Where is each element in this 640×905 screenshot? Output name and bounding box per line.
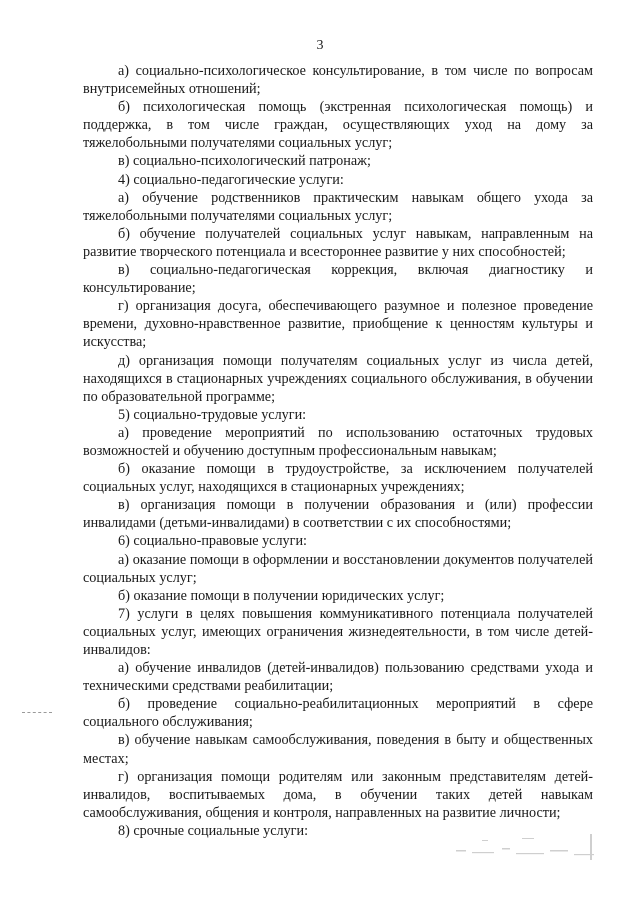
paragraph: б) обучение получателей социальных услуг навыкам, направленным на развитие творческого потенциала и всестороннее развитие у них способностей; — [83, 225, 593, 260]
paragraph: д) организация помощи получателям социальных услуг из числа детей, находящихся в стационарных учреждениях социального обслуживания, в обучении по образовательной программе; — [83, 352, 593, 405]
paragraph: в) социально-психологический патронаж; — [118, 153, 371, 170]
paragraph: б) проведение социально-реабилитационных мероприятий в сфере социального обслуживания; — [83, 696, 593, 731]
section-heading: 8) срочные социальные услуги: — [118, 822, 309, 839]
paragraph: а) проведение мероприятий по использованию остаточных трудовых возможностей и обучению доступным профессиональным навыкам; — [83, 424, 593, 459]
paragraph: г) организация досуга, обеспечивающего разумное и полезное проведение времени, духовно-нравственное развитие, приобщение к ценностям культуры и искусства; — [83, 298, 593, 351]
scan-margin-mark — [22, 712, 52, 714]
paragraph: а) оказание помощи в оформлении и восстановлении документов получателей социальных услуг; — [83, 551, 593, 586]
paragraph: б) оказание помощи в трудоустройстве, за исключением получателей социальных услуг, находящихся в стационарных учреждениях; — [83, 461, 593, 496]
paragraph: в) организация помощи в получении образования и (или) профессии инвалидами (детьми-инвалидами) в соответствии с их способностями; — [83, 497, 593, 532]
paragraph: а) обучение родственников практическим навыкам общего ухода за тяжелобольными получателями социальных услуг; — [83, 189, 593, 224]
page-number: 3 — [316, 38, 324, 53]
paragraph: г) организация помощи родителям или законным представителям детей-инвалидов, воспитываемых дома, в обучении таких детей навыкам самообслуживания, общения и контроля, направленных на развитие личности; — [83, 768, 593, 821]
paragraph: а) социально-психологическое консультирование, в том числе по вопросам внутрисемейных отношений; — [83, 63, 593, 98]
paragraph: в) социально-педагогическая коррекция, включая диагностику и консультирование; — [83, 262, 593, 297]
section-heading: 6) социально-правовые услуги: — [118, 533, 307, 550]
section-heading: 4) социально-педагогические услуги: — [118, 171, 344, 188]
section-heading: 5) социально-трудовые услуги: — [118, 406, 307, 423]
faint-stamp-smudge — [452, 830, 600, 864]
paragraph: б) оказание помощи в получении юридических услуг; — [118, 587, 445, 604]
section-heading: 7) услуги в целях повышения коммуникативного потенциала получателей социальных услуг, имеющих ограничения жизнедеятельности, в том числе детей-инвалидов: — [83, 605, 593, 658]
paragraph: а) обучение инвалидов (детей-инвалидов) пользованию средствами ухода и техническими средствами реабилитации; — [83, 660, 593, 695]
document-body — [83, 62, 593, 840]
paragraph: в) обучение навыкам самообслуживания, поведения в быту и общественных местах; — [83, 732, 593, 767]
paragraph: б) психологическая помощь (экстренная психологическая помощь) и поддержка, в том числе граждан, осуществляющих уход на дому за тяжелобольными получателями социальных услуг; — [83, 99, 593, 152]
